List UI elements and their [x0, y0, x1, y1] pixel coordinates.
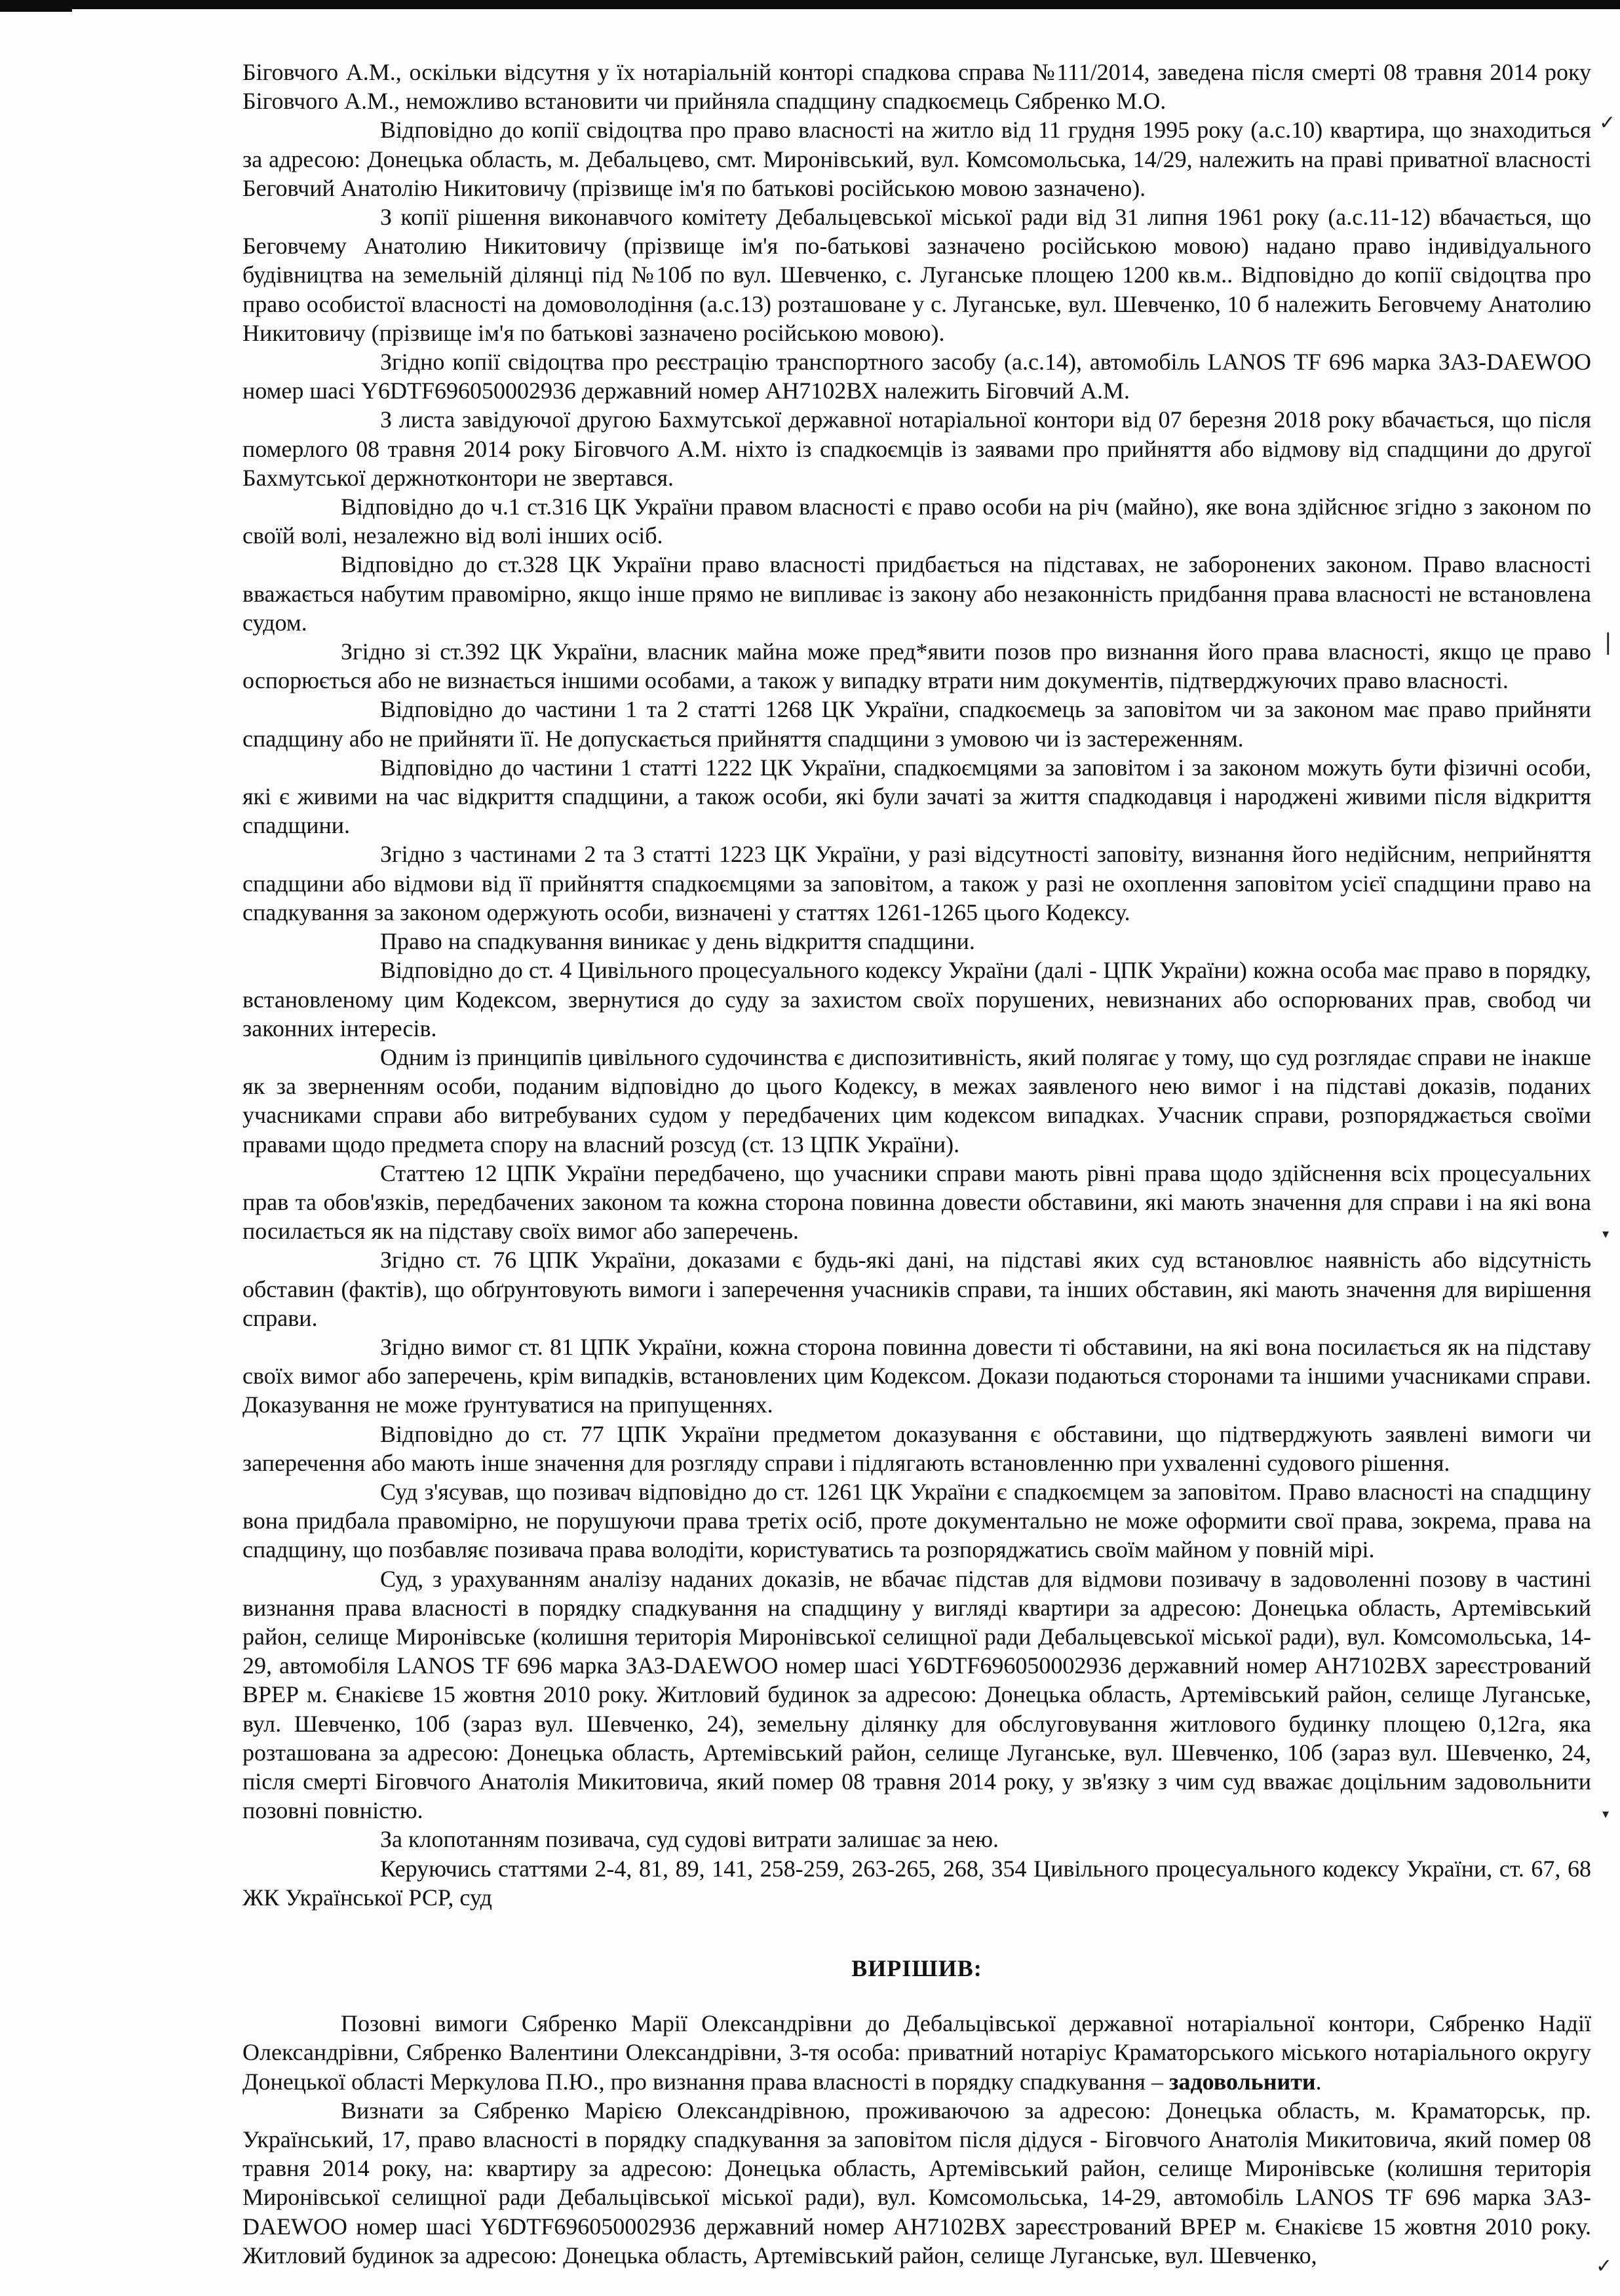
resolution-paragraph	[242, 2009, 1591, 2096]
paragraph: З листа завідуючої другою Бахмутської державної нотаріальної контори від 07 березня 2018 року вбачається, що після померлого 08 травня 2014 року Біговчого А.М. ніхто із спадкоємців із заявами про прийняття або відмову від спадщини до другої Бахмутської держнотконтори не звертався.	[242, 406, 1591, 491]
document-body	[242, 58, 1591, 2270]
margin-mark: |	[1604, 629, 1612, 655]
paragraph: Суд з'ясував, що позивач відповідно до ст. 1261 ЦК України є спадкоємцем за заповітом. Право власності на спадщину вона придбала правомірно, не порушуючи права третіх осіб, проте документально не може оформити свої права, зокрема, права на спадщину, що позбавляє позивача права володіти, користуватись та розпоряджатись своїм майном у повній мірі.	[242, 1478, 1591, 1563]
paragraph: Відповідно до частини 1 та 2 статті 1268 ЦК України, спадкоємець за заповітом чи за законом має право прийняти спадщину або не прийняти її. Не допускається прийняття спадщини з умовою чи із застереженням.	[242, 696, 1591, 752]
margin-mark: ▾	[1602, 1806, 1610, 1821]
margin-mark: ✓	[1599, 111, 1616, 134]
paragraph: Статтею 12 ЦПК України передбачено, що учасники справи мають рівні права щодо здійснення всіх процесуальних прав та обов'язків, передбачених законом та кожна сторона повинна довести обставини, які мають значення для справи і на які вона посилається як на підставу своїх вимог або заперечень.	[242, 1159, 1591, 1245]
paragraph: За клопотанням позивача, суд судові витрати залишає за нею.	[380, 1826, 999, 1853]
paragraph: Право на спадкування виникає у день відкриття спадщини.	[380, 928, 975, 955]
paragraph: Відповідно до ч.1 ст.316 ЦК України правом власності є право особи на річ (майно), яке вона здійснює згідно з законом по своїй волі, незалежно від волі інших осіб.	[242, 494, 1591, 549]
paragraph: Відповідно до копії свідоцтва про право власності на житло від 11 грудня 1995 року (а.с.10) квартира, що знаходиться за адресою: Донецька область, м. Дебальцево, смт. Миронівський, вул. Комсомольська, 14/29, належить на праві приватної власності Беговчий Анатолію Никитовичу (прізвище ім'я по батькові російською мовою зазначено).	[242, 117, 1591, 201]
resolution-text: Позовні вимоги Сябренко Марії Олександрівни до Дебальцівської державної нотаріальної контори, Сябренко Надії Олександрівни, Сябренко Валентини Олександрівни, 3-тя особа: приватний нотаріус Краматорського міського нотаріального округу Донецької області Меркулова П.Ю., про визнання права власності в порядку спадкування	[242, 2010, 1591, 2095]
margin-mark: ✓	[1596, 2255, 1613, 2278]
paragraph: Одним із принципів цивільного судочинства є диспозитивність, який полягає у тому, що суд розглядає справи не інакше як за зверненням особи, поданим відповідно до цього Кодексу, в межах заявленого нею вимог і на підставі доказів, поданих учасниками справи або витребуваних судом у передбачених цим кодексом випадках. Учасник справи, розпоряджається своїми правами щодо предмета спору на власний розсуд (ст. 13 ЦПК України).	[242, 1043, 1591, 1158]
resolution-dash: –	[1145, 2068, 1169, 2095]
paragraph: Керуючись статтями 2-4, 81, 89, 141, 258-259, 263-265, 268, 354 Цивільного процесуального кодексу України, ст. 67, 68 ЖК Української РСР, суд	[242, 1855, 1591, 1911]
paragraph: З копії рішення виконавчого комітету Дебальцевської міської ради від 31 липня 1961 року (а.с.11-12) вбачається, що Беговчему Анатолию Никитовичу (прізвище ім'я по-батькові зазначено російською мовою) надано право індивідуального будівництва на земельній ділянці під №10б по вул. Шевченко, с. Луганське площею 1200 кв.м.. Відповідно до копії свідоцтва про право особистої власності на домоволодіння (а.с.13) розташоване у с. Луганське, вул. Шевченко, 10 б належить Беговчему Анатолию Никитовичу (прізвище ім'я по батькові зазначено російською мовою).	[242, 204, 1591, 346]
paragraph: Відповідно до ст. 77 ЦПК України предметом доказування є обставини, що підтверджують заявлені вимоги чи заперечення або мають інше значення для розгляду справи і підлягають встановленню при ухваленні судового рішення.	[242, 1420, 1591, 1476]
paragraph: Згідно з частинами 2 та 3 статті 1223 ЦК України, у разі відсутності заповіту, визнання його недійсним, неприйняття спадщини або відмови від її прийняття спадкоємцями за заповітом, а також у разі не охоплення заповітом усієї спадщини право на спадкування за законом одержують особи, визначені у статтях 1261-1265 цього Кодексу.	[242, 841, 1591, 925]
scan-corner-line	[0, 9, 72, 21]
paragraph: Відповідно до ст.328 ЦК України право власності придбається на підставах, не заборонених законом. Право власності вважається набутим правомірно, якщо інше прямо не випливає із закону або незаконність придбання права власності не встановлена судом.	[242, 551, 1591, 636]
paragraph: Згідно вимог ст. 81 ЦПК України, кожна сторона повинна довести ті обставини, на які вона посилається як на підставу своїх вимог або заперечень, крім випадків, встановлених цим Кодексом. Докази подаються сторонами та іншими учасниками справи. Доказування не може ґрунтуватися на припущеннях.	[242, 1333, 1591, 1418]
paragraph: Біговчого А.М., оскільки відсутня у їх нотаріальній конторі спадкова справа №111/2014, заведена після смерті 08 травня 2014 року Біговчого А.М., неможливо встановити чи прийняла спадщину спадкоємець Сябренко М.О.	[242, 59, 1591, 115]
resolution-paragraph: Визнати за Сябренко Марією Олександрівною, проживаючою за адресою: Донецька область, м. Краматорськ, пр. Український, 17, право власності в порядку спадкування за заповітом після дідуся - Біговчого Анатолія Микитовича, який помер 08 травня 2014 року, на: квартиру за адресою: Донецька область, Артемівський район, селище Миронівське (колишня територія Миронівської селищної ради Дебальцівської міської ради), вул. Комсомольська, 14-29, автомобіль LANOS TF 696 марка ЗАЗ-DAEWOO номер шасі Y6DTF696050002936 державний номер АН7102ВХ зареєстрований ВРЕР м. Єнакієве 15 жовтня 2010 року. Житловий будинок за адресою: Донецька область, Артемівський район, селище Луганське, вул. Шевченко,	[242, 2097, 1591, 2268]
resolution-verdict: задовольнити	[1168, 2068, 1316, 2095]
paragraph: Згідно ст. 76 ЦПК України, доказами є будь-які дані, на підставі яких суд встановлює наявність або відсутність обставин (фактів), що обґрунтовують вимоги і заперечення учасників справи, та інших обставин, які мають значення для вирішення справи.	[242, 1247, 1591, 1331]
scan-top-border	[0, 0, 1620, 9]
paragraph: Згідно копії свідоцтва про реєстрацію транспортного засобу (а.с.14), автомобіль LANOS TF 696 марка ЗАЗ-DAEWOO номер шасі Y6DTF696050002936 державний номер АН7102ВХ належить Біговчий А.М.	[242, 349, 1591, 404]
paragraph: Згідно зі ст.392 ЦК України, власник майна може пред*явити позов про визнання його права власності, якщо це право оспорюється або не визнається іншими особами, а також у випадку втрати ним документів, підтверджуючих право власності.	[242, 638, 1591, 694]
paragraph: Суд, з урахуванням аналізу наданих доказів, не вбачає підстав для відмови позивачу в задоволенні позову в частині визнання права власності в порядку спадкування на спадщину у вигляді квартири за адресою: Донецька область, Артемівський район, селище Миронівське (колишня територія Миронівської селищної ради Дебальцевської міської ради), вул. Комсомольська, 14-29, автомобіля LANOS TF 696 марка ЗАЗ-DAEWOO номер шасі Y6DTF696050002936 державний номер АН7102ВХ зареєстрований ВРЕР м. Єнакієве 15 жовтня 2010 року. Житловий будинок за адресою: Донецька область, Артемівський район, селище Луганське, вул. Шевченко, 10б (зараз вул. Шевченко, 24), земельну ділянку для обслуговування житлового будинку площею 0,12га, яка розташована за адресою: Донецька область, Артемівський район, селище Луганське, вул. Шевченко, 10б (зараз вул. Шевченко, 24, після смерті Біговчого Анатолія Микитовича, який помер 08 травня 2014 року, у зв'язку з чим суд вважає доцільним задовольнити позовні повністю.	[242, 1565, 1591, 1824]
margin-mark: ▾	[1602, 1226, 1610, 1241]
resolution-end: .	[1315, 2068, 1322, 2095]
paragraph: Відповідно до ст. 4 Цивільного процесуального кодексу України (далі - ЦПК України) кожна особа має право в порядку, встановленому цим Кодексом, звернутися до суду за захистом своїх порушених, невизнаних або оспорюваних прав, свобод чи законних інтересів.	[242, 957, 1591, 1041]
paragraph: Відповідно до частини 1 статті 1222 ЦК України, спадкоємцями за заповітом і за законом можуть бути фізичні особи, які є живими на час відкриття спадщини, а також особи, які були зачаті за життя спадкодавця і народжені живими після відкриття спадщини.	[242, 754, 1591, 839]
decision-heading: ВИРІШИВ:	[851, 1955, 982, 1981]
